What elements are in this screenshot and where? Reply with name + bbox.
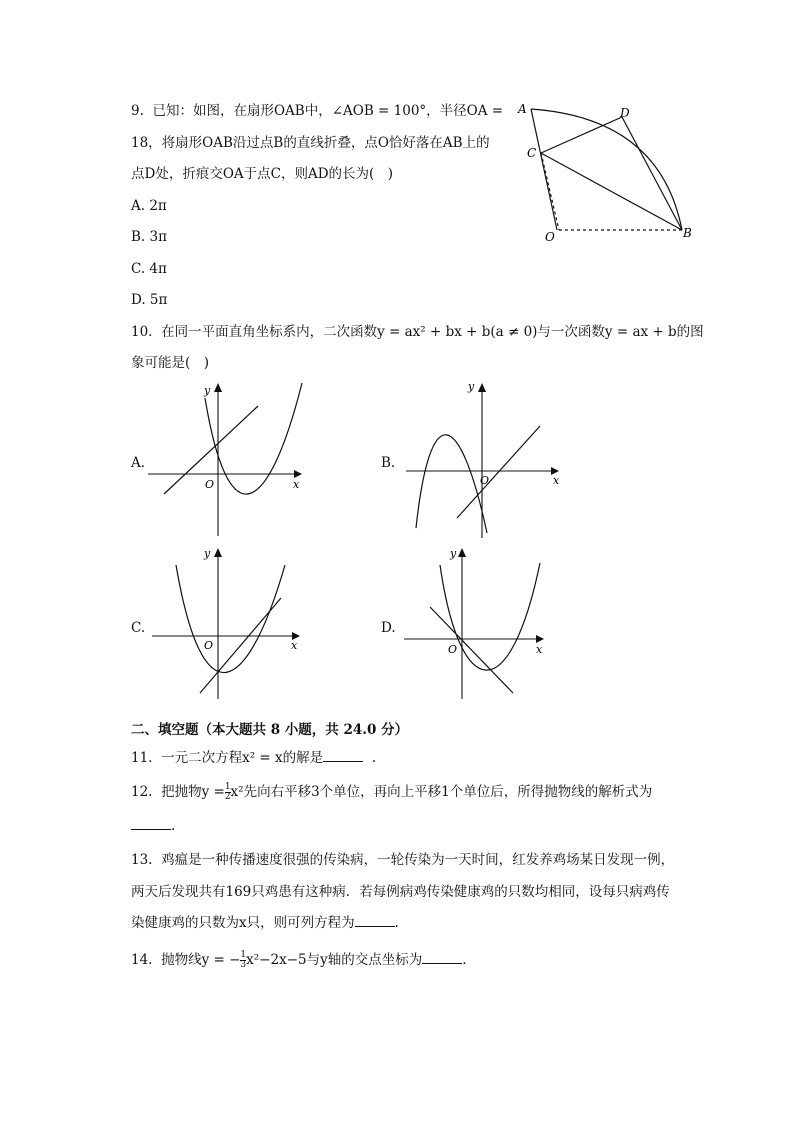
q10-graph-c: [148, 543, 318, 703]
section-2-title: 二、填空题（本大题共 8 小题，共 24.0 分）: [131, 722, 409, 738]
q11: 11. 一元二次方程x² = x的解是 .: [131, 750, 377, 766]
q9-sector-figure: [510, 98, 710, 248]
q9-line1: 9. 已知：如图，在扇形OAB中，∠AOB = 100°，半径OA =: [131, 103, 504, 119]
segment-cb: [541, 153, 682, 230]
q14-answer-blank[interactable]: [422, 951, 462, 964]
q10-graph-d: [400, 543, 570, 703]
q12-line2: .: [131, 816, 175, 836]
svg-text:x: x: [536, 643, 543, 656]
q10-option-a[interactable]: A.: [131, 455, 146, 471]
q10-option-b[interactable]: B.: [381, 455, 396, 471]
q13-line1: 13. 鸡瘟是一种传播速度很强的传染病，一轮传染为一天时间，红发养鸡场某日发现一例，: [131, 852, 675, 868]
label-d: D: [620, 106, 630, 120]
svg-text:O: O: [480, 474, 490, 487]
q12: 12. 把抛物y = $\frac{1}{2}$ x²先向右平移3个单位，再向上平移1个单位后，所得抛物线的解析式为: [131, 782, 653, 802]
q11-answer-blank[interactable]: [323, 749, 363, 762]
q9-option-a[interactable]: A. 2π: [131, 198, 167, 214]
q9-option-b[interactable]: B. 3π: [131, 229, 167, 245]
svg-text:O: O: [204, 639, 214, 652]
q9-line3: 点D处，折痕交OA于点C，则AD的长为( ): [131, 166, 394, 182]
svg-text:y: y: [450, 547, 457, 560]
svg-text:x: x: [553, 474, 560, 487]
segment-ao-solid: [531, 109, 557, 230]
label-b: B: [683, 226, 692, 240]
segment-cd: [541, 117, 622, 153]
q9-option-d[interactable]: D. 5π: [131, 292, 168, 308]
svg-text:O: O: [448, 643, 458, 656]
svg-text:x: x: [291, 639, 298, 652]
q13-line3: 染健康鸡的只数为x只，则可列方程为 .: [131, 915, 399, 931]
q14: 14. 抛物线y = − $\frac{1}{3}$ x²−2x−5与y轴的交点坐标为 .: [131, 950, 467, 970]
svg-text:x: x: [293, 478, 300, 491]
label-o: O: [545, 230, 555, 244]
q10-graph-b: [400, 378, 570, 543]
q10-line1: 10. 在同一平面直角坐标系内，二次函数y = ax² + bx + b(a ≠ 0)与一次函数y = ax + b的图: [131, 324, 704, 340]
q10-line2: 象可能是( ): [131, 355, 210, 371]
svg-text:y: y: [204, 384, 211, 397]
label-c: C: [527, 146, 537, 160]
line-b: [457, 426, 540, 518]
q10-option-c[interactable]: C.: [131, 620, 146, 636]
parabola-a: [205, 383, 302, 494]
q9-line2: 18，将扇形OAB沿过点B的直线折叠，点O恰好落在AB上的: [131, 135, 490, 151]
q13-line2: 两天后发现共有169只鸡患有这种病．若每例病鸡传染健康鸡的只数均相同，设每只病鸡传: [131, 884, 670, 900]
segment-oc-dashed: [541, 153, 559, 230]
parabola-b: [416, 435, 490, 533]
svg-text:y: y: [468, 380, 475, 393]
q10-graph-a: [148, 378, 318, 543]
q13-answer-blank[interactable]: [355, 914, 395, 927]
q12-answer-blank[interactable]: [131, 817, 171, 830]
svg-text:O: O: [205, 478, 215, 491]
label-a: A: [518, 102, 527, 116]
svg-text:y: y: [204, 547, 211, 560]
q9-option-c[interactable]: C. 4π: [131, 261, 167, 277]
line-d: [430, 607, 513, 693]
q10-option-d[interactable]: D.: [381, 620, 396, 636]
